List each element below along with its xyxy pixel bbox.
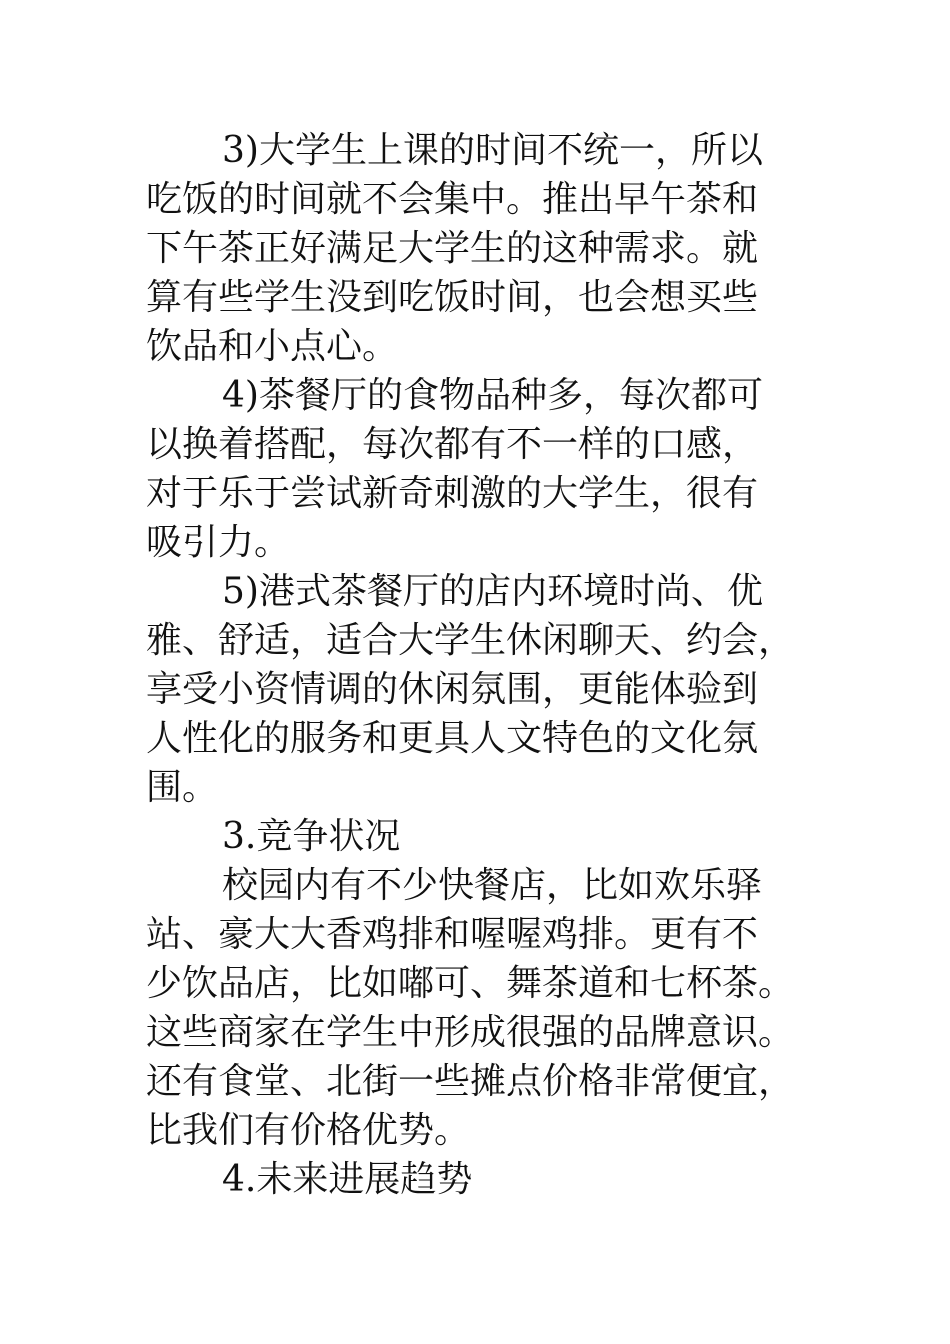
text-line: 算有些学生没到吃饭时间，也会想买些 (146, 277, 759, 318)
text-line: 下午茶正好满足大学生的这种需求。就 (146, 228, 759, 269)
text-line: 校园内有不少快餐店，比如欢乐驿 (222, 865, 763, 906)
text-line: 少饮品店，比如嘟可、舞茶道和七杯茶。 (146, 963, 795, 1004)
section-heading: 4.未来进展趋势 (222, 1159, 473, 1200)
text-line: 吃饭的时间就不会集中。推出早午茶和 (146, 179, 759, 220)
section-heading: 3.竞争状况 (222, 816, 401, 857)
text-line: 4)茶餐厅的食物品种多，每次都可 (222, 375, 763, 416)
text-line: 比我们有价格优势。 (146, 1110, 471, 1151)
text-line: 5)港式茶餐厅的店内环境时尚、优 (222, 571, 763, 612)
text-line: 围。 (146, 767, 219, 808)
text-line: 以换着搭配，每次都有不一样的口感， (146, 424, 759, 465)
text-line: 这些商家在学生中形成很强的品牌意识。 (146, 1012, 795, 1053)
text-line: 对于乐于尝试新奇刺激的大学生，很有 (146, 473, 759, 514)
text-line: 还有食堂、北街一些摊点价格非常便宜， (146, 1061, 795, 1102)
text-line: 站、豪大大香鸡排和喔喔鸡排。更有不 (146, 914, 759, 955)
text-line: 吸引力。 (146, 522, 291, 563)
text-line: 3)大学生上课的时间不统一，所以 (222, 130, 763, 171)
text-line: 饮品和小点心。 (146, 326, 399, 367)
text-line: 人性化的服务和更具人文特色的文化氛 (146, 718, 759, 759)
text-line: 雅、舒适，适合大学生休闲聊天、约会， (146, 620, 795, 661)
text-line: 享受小资情调的休闲氛围，更能体验到 (146, 669, 759, 710)
document-body (146, 126, 846, 1204)
